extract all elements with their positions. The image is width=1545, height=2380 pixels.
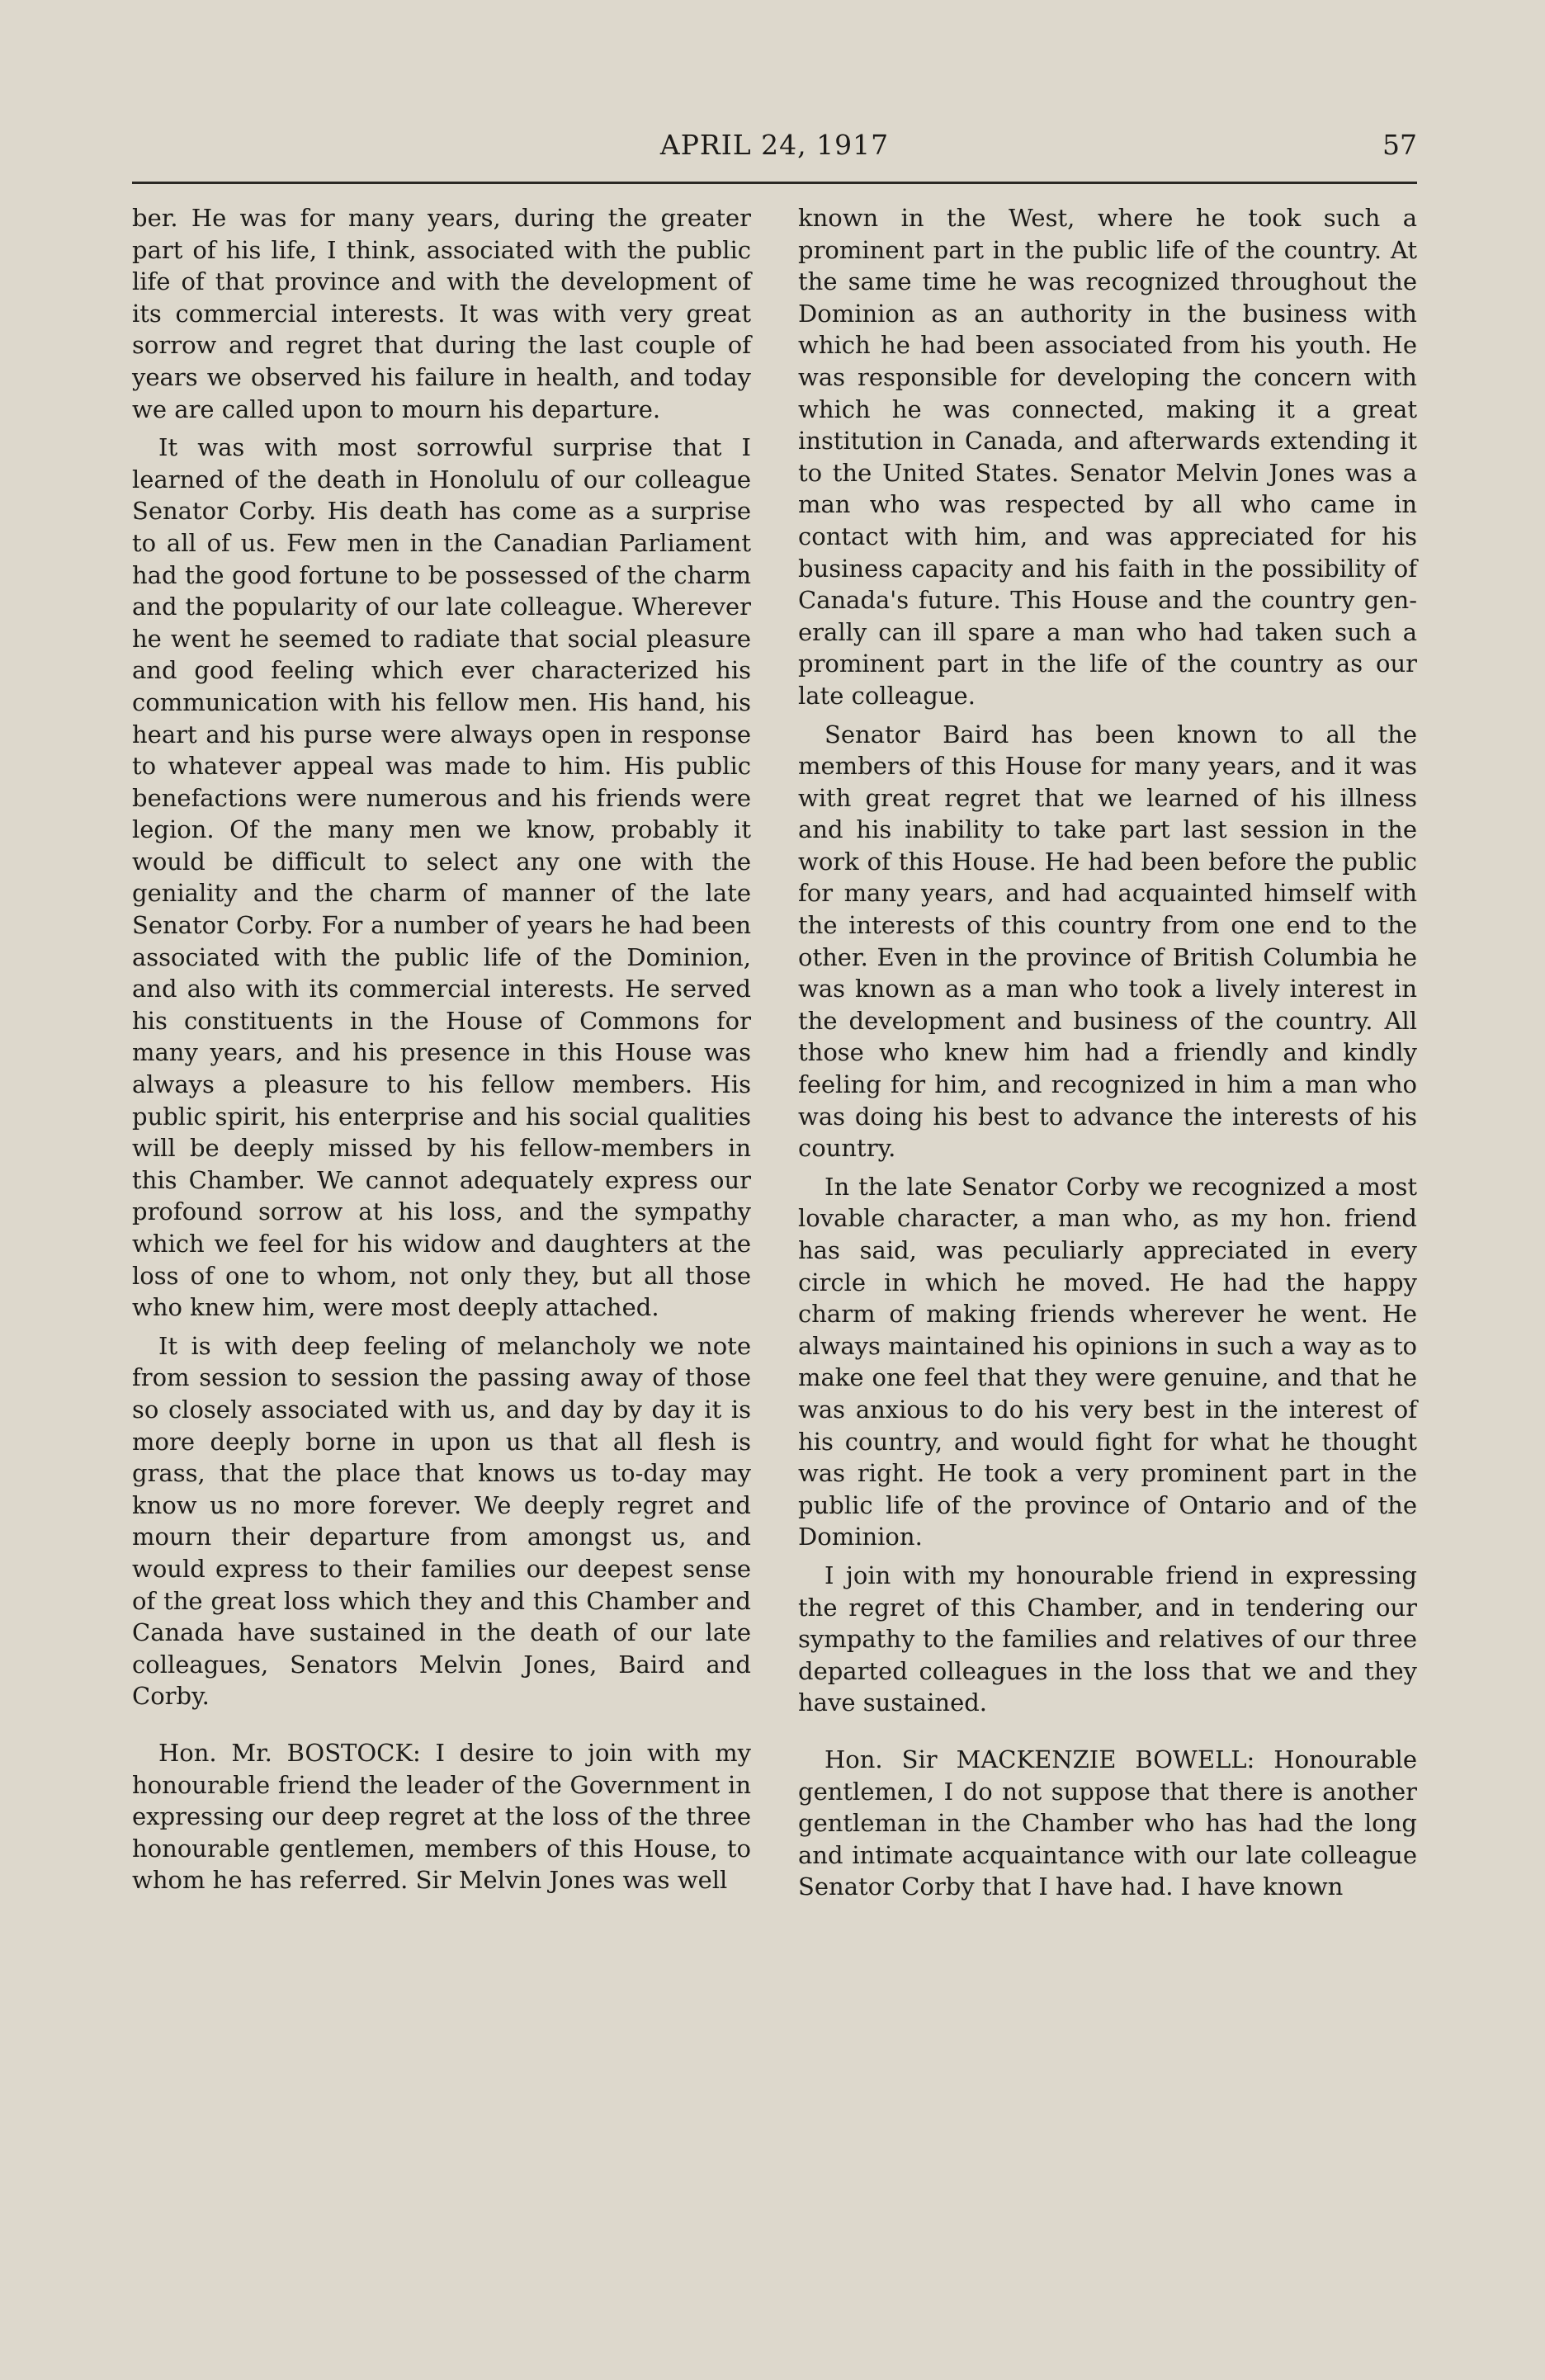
right-column <box>798 202 1417 1910</box>
page-header <box>132 124 1417 184</box>
right-paragraph-4: I join with my honourable friend in expressing the regret of this Chamber, and in tendering our sympathy to the families and relatives of our three departed colleagues in the loss that we and they have sustained. <box>798 1561 1417 1717</box>
left-paragraph-2: It was with most sorrowful surprise that I learned of the death in Honolulu of our colleague Senator Corby. His death has come as a surprise to all of us. Few men in the Canadian Parliament had the good fortune to be possessed of the charm and the popularity of our late colleague. Wherever he went he seemed to radiate that social pleasure and good feeling which ever characterized his communication with his fellow men. His hand, his heart and his purse were always open in response to whatever appeal was made to him. His public benefactions were numerous and his friends were legion. Of the many men we know, probably it would be difficult to select any one with the geniality and the charm of manner of the late Senator Corby. For a number of years he had been associated with the public life of the Dominion, and also with its commercial interests. He served his constituents in the House of Commons for many years, and his presence in this House was always a pleasure to his fellow members. His public spirit, his enterprise and his social qualities will be deeply missed by his fellow-members in this Chamber. We cannot adequately express our profound sorrow at his loss, and the sympathy which we feel for his widow and daughters at the loss of one to whom, not only they, but all those who knew him, were most deeply attached. <box>132 433 751 1322</box>
right-paragraph-1: known in the West, where he took such a prominent part in the public life of the country. At the same time he was recognized throughout the Dominion as an authority in the business with which he had been associated from his youth. He was responsible for developing the concern with which he was connected, making it a great institution in Canada, and afterwards extending it to the United States. Senator Melvin Jones was a man who was respected by all who came in contact with him, and was appreciated for his business capacity and his faith in the possibility of Canada's future. This House and the country generally can ill spare a man who had taken such a prominent part in the life of the country as our late colleague. <box>798 204 1417 710</box>
text-columns <box>132 202 1417 1910</box>
right-paragraph-2: Senator Baird has been known to all the members of this House for many years, and it was with great regret that we learned of his illness and his inability to take part last session in the work of this House. He had been before the public for many years, and had acquainted himself with the interests of this country from one end to the other. Even in the province of British Columbia he was known as a man who took a lively interest in the development and business of the country. All those who knew him had a friendly and kindly feeling for him, and recognized in him a man who was doing his best to advance the interests of his country. <box>798 720 1417 1163</box>
header-date: APRIL 24, 1917 <box>659 129 890 161</box>
left-paragraph-1: ber. He was for many years, during the greater part of his life, I think, associated with the public life of that province and with the development of its commercial interests. It was with very great sorrow and regret that during the last couple of years we observed his failure in health, and today we are called upon to mourn his departure. <box>132 204 751 423</box>
left-paragraph-bostock: Hon. Mr. BOSTOCK: I desire to join with my honourable friend the leader of the Government in expressing our deep regret at the loss of the three honourable gentlemen, members of this House, to whom he has referred. Sir Melvin Jones was well <box>132 1738 751 1895</box>
page-number: 57 <box>1382 129 1417 161</box>
left-paragraph-3: It is with deep feeling of melancholy we note from session to session the passing away of those so closely associated with us, and day by day it is more deeply borne in upon us that all flesh is grass, that the place that knows us to-day may know us no more forever. We deeply regret and mourn their departure from amongst us, and would express to their families our deepest sense of the great loss which they and this Chamber and Canada have sustained in the death of our late colleagues, Senators Melvin Jones, Baird and Corby. <box>132 1331 751 1711</box>
right-paragraph-bowell: Hon. Sir MACKENZIE BOWELL: Honourable gentlemen, I do not suppose that there is another gentleman in the Chamber who has had the long and intimate acquaintance with our late colleague Senator Corby that I have had. I have known <box>798 1745 1417 1901</box>
right-paragraph-3: In the late Senator Corby we recognized a most lovable character, a man who, as my hon. friend has said, was peculiarly appreciated in every circle in which he moved. He had the happy charm of making friends wherever he went. He always maintained his opinions in such a way as to make one feel that they were genuine, and that he was anxious to do his very best in the interest of his country, and would fight for what he thought was right. He took a very prominent part in the public life of the province of Ontario and of the Dominion. <box>798 1172 1417 1551</box>
left-column <box>132 202 751 1910</box>
